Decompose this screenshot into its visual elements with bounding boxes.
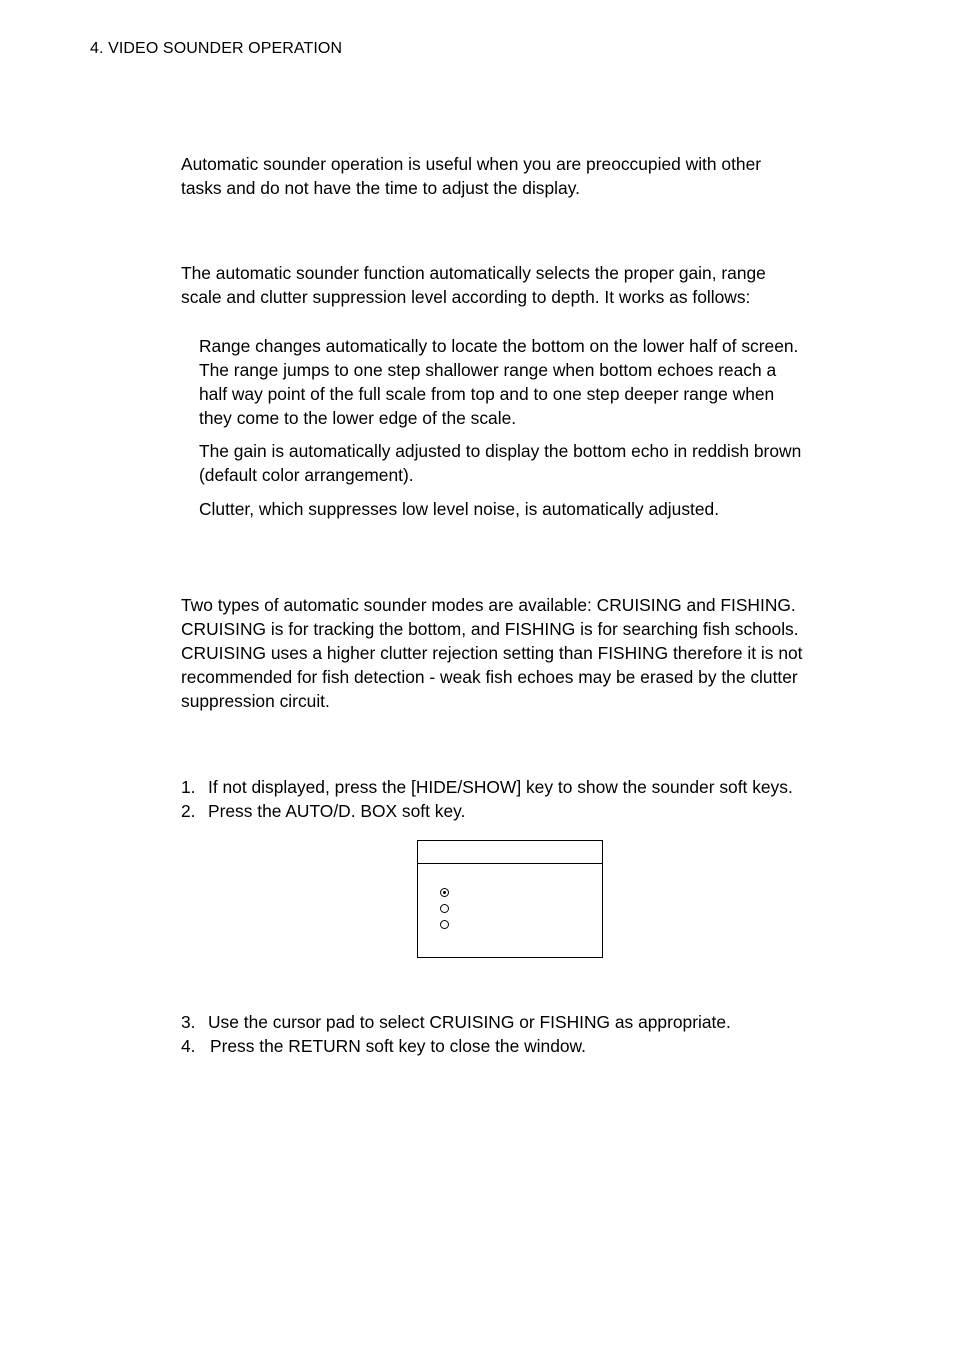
bullet-line: they come to the lower edge of the scale. [199,408,517,428]
step-text: Use the cursor pad to select CRUISING or FISHING as appropriate. [208,1012,731,1032]
intro-line: tasks and do not have the time to adjust the display. [181,178,580,198]
procedure-step-2 [181,799,881,823]
step-number: 1. [181,777,196,797]
radio-option-3-icon [440,920,449,929]
step-text: If not displayed, press the [HIDE/SHOW] key to show the sounder soft keys. [208,777,793,797]
dialog-title-bar [418,841,602,864]
step-text: Press the AUTO/D. BOX soft key. [208,801,466,821]
procedure-step-3 [181,1010,881,1034]
modes-line: recommended for fish detection - weak fish echoes may be erased by the clutter [181,667,798,687]
step-number: 3. [181,1012,196,1032]
bullet-line: The gain is automatically adjusted to display the bottom echo in reddish brown [199,441,802,461]
function-bullet-range [199,334,859,430]
step-number: 2. [181,801,196,821]
modes-line: suppression circuit. [181,691,330,711]
intro-paragraph [181,152,851,200]
radio-option-2-icon [440,904,449,913]
modes-line: CRUISING uses a higher clutter rejection setting than FISHING therefore it is not [181,643,803,663]
radio-option-1-icon [440,888,449,897]
modes-paragraph [181,593,851,713]
intro-line: Automatic sounder operation is useful when you are preoccupied with other [181,154,762,174]
function-bullet-gain [199,439,859,487]
modes-line: Two types of automatic sounder modes are available: CRUISING and FISHING. [181,595,796,615]
function-line: The automatic sounder function automatically selects the proper gain, range [181,263,766,283]
radio-selected-dot [443,891,446,894]
auto-mode-dialog-figure [417,840,603,958]
step-number: 4. [181,1036,196,1056]
step-text: Press the RETURN soft key to close the window. [210,1036,586,1056]
page-header: 4. VIDEO SOUNDER OPERATION [90,40,343,57]
bullet-line: (default color arrangement). [199,465,414,485]
function-bullet-clutter [199,497,859,521]
function-line: scale and clutter suppression level according to depth. It works as follows: [181,287,751,307]
procedure-step-1 [181,775,881,799]
bullet-line: The range jumps to one step shallower range when bottom echoes reach a [199,360,777,380]
bullet-line: Range changes automatically to locate the bottom on the lower half of screen. [199,336,799,356]
procedure-step-4 [181,1034,881,1058]
bullet-line: Clutter, which suppresses low level noise, is automatically adjusted. [199,499,720,519]
modes-line: CRUISING is for tracking the bottom, and FISHING is for searching fish schools. [181,619,799,639]
function-paragraph [181,261,851,309]
bullet-line: half way point of the full scale from top and to one step deeper range when [199,384,775,404]
